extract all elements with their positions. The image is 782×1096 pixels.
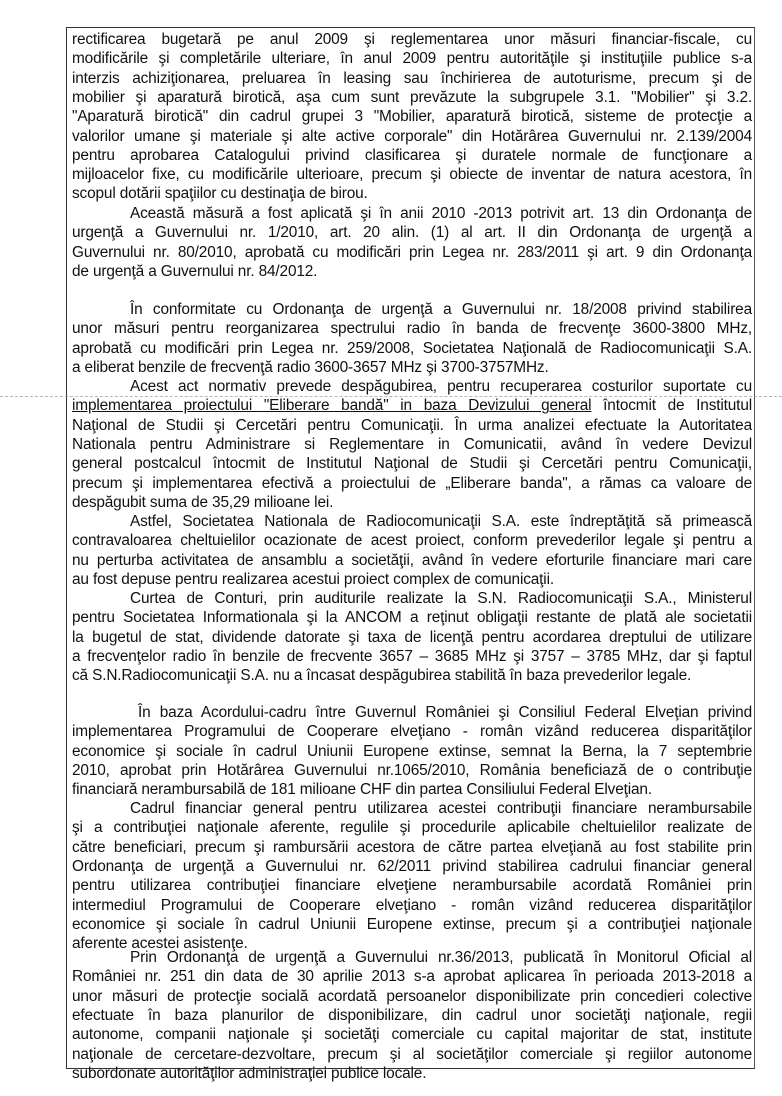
text-line: către beneficiari, precum şi rambursării acestora de către partea elveţiană au fost stabilite prin <box>72 838 752 856</box>
text-line: unor măsuri de protecţie socială acordată persoanelor disponibilizate prin concedieri colective <box>72 987 752 1005</box>
text-line: nu perturba activitatea de ansamblu a societăţii, având în vedere eforturile financiare mari care <box>72 551 752 569</box>
text-line: unor măsuri pentru reorganizarea spectrului radio în banda de frecvenţe 3600-3800 MHz, <box>72 320 752 338</box>
text-line: Astfel, Societatea Nationala de Radiocomunicaţii S.A. este îndreptăţită să primească <box>130 513 752 530</box>
text-line: au fost depuse pentru realizarea acestui proiect complex de comunicaţii. <box>72 570 554 588</box>
text-line: mobilier şi aparatură birotică, aşa cum sunt prevăzute la subgrupele 3.1. "Mobilier" şi 3.2. <box>72 88 752 106</box>
text-line: de urgenţă a Guvernului nr. 84/2012. <box>72 262 318 280</box>
text-line: rectificarea bugetară pe anul 2009 şi reglementarea unor măsuri financiar-fiscale, cu <box>72 31 752 48</box>
text-line: României nr. 251 din data de 30 aprilie 2013 s-a aprobat aplicarea în perioada 2013-2018 a <box>72 968 752 986</box>
text-line: urgenţă a Guvernului nr. 1/2010, art. 20 alin. (1) al art. II din Ordonanţa de urgenţă a <box>72 224 752 242</box>
text-line: aferente acestei asistenţe. <box>72 935 248 953</box>
text-line: Prin Ordonanţa de urgenţă a Guvernului nr.36/2013, publicată în Monitorul Oficial al <box>130 949 752 966</box>
text-line: implementarea proiectului "Eliberare bandă" in baza Devizului general întocmit de Institutul <box>72 397 752 415</box>
text-line: Nationala pentru Administrare si Reglementare in Comunicatii, având în vedere Devizul <box>72 435 752 453</box>
text-line: modificările şi completările ulteriare, în anul 2009 pentru autorităţile şi instituţiile publice s-a <box>72 50 752 68</box>
text-line: Acest act normativ prevede despăgubirea, pentru recuperarea costurilor suportate cu <box>130 378 752 395</box>
text-line: economice şi sociale în cadrul Uniunii Europene extinse, semnat la Berna, la 7 septembrie <box>72 742 752 760</box>
text-line: şi a contribuţiei naţionale aferente, regulile şi procedurile aplicabile cheltuielilor realizate de <box>72 819 752 837</box>
text-line: economice şi sociale în cadrul Uniunii Europene extinse, precum şi a contribuţiei naţionale <box>72 915 752 933</box>
text-line: În baza Acordului-cadru între Guvernul României şi Consiliul Federal Elveţian privind <box>138 704 752 721</box>
text-line: scopul dotării spaţiilor cu destinaţia de birou. <box>72 185 368 203</box>
text-line: precum şi implementarea efectivă a proiectului de „Eliberare banda", a rămas ca valoare de <box>72 474 752 492</box>
text-line: contravaloarea cheltuielilor ocazionate de acest proiect, conform prevederilor legale şi pentru a <box>72 532 752 550</box>
text-line: pentru Societatea Informationala şi la ANCOM a reţinut obligaţii restante de plată ale societatii <box>72 609 752 627</box>
text-line: intermediul Programului de Cooperare elveţiano - român vizând reducerea disparităţilor <box>72 896 752 914</box>
text-line: pentru aprobarea Catalogului privind clasificarea şi duratele normale de funcţionare a <box>72 146 752 164</box>
text-line: despăgubit suma de 35,29 milioane lei. <box>72 493 334 511</box>
text-line: "Aparatură birotică" din cadrul grupei 3 "Mobilier, aparatură birotică, sisteme de protecţie a <box>72 108 752 126</box>
text-line: pentru utilizarea contribuţiei financiare elveţiene nerambursabile acordată României prin <box>72 877 752 895</box>
text-line: Curtea de Conturi, prin auditurile realizate la S.N. Radiocomunicaţii S.A., Ministerul <box>130 590 752 607</box>
text-line: valorilor umane şi materiale şi alte active corporale" din Hotărârea Guvernului nr. 2.139/2004 <box>72 127 752 145</box>
text-line: implementarea Programului de Cooperare elveţiano - român vizând reducerea disparităţilor <box>72 723 752 741</box>
text-line: naţionale de cercetare-dezvoltare, precum şi al societăţilor comerciale şi regiilor autonome <box>72 1045 752 1063</box>
text-line: autonome, companii naţionale şi societăţi comerciale cu capital majoritar de stat, institute <box>72 1026 752 1044</box>
text-line: 2010, aprobat prin Hotărârea Guvernului nr.1065/2010, România beneficiază de o contribuţie <box>72 761 752 779</box>
text-line: a eliberat benzile de frecvenţă radio 3600-3657 MHz şi 3700-3757MHz. <box>72 358 549 376</box>
underlined-text: implementarea proiectului "Eliberare bandă" in baza Devizului general <box>72 397 592 415</box>
text-line: general postcalcul întocmit de Institutul Naţional de Studii şi Cercetări pentru Comunicaţii, <box>72 455 752 473</box>
text-line: mijloacelor fixe, cu modificările ulterioare, precum şi obiecte de inventar de natura acestora, în <box>72 166 752 184</box>
text-line: subordonate autorităţilor administraţiei publice locale. <box>72 1064 427 1082</box>
text-line: la bugetul de stat, dividende datorate şi taxa de licenţă pentru acordarea dreptului de utilizare <box>72 628 752 646</box>
text-line: Această măsură a fost aplicată şi în anii 2010 -2013 potrivit art. 13 din Ordonanţa de <box>130 205 752 222</box>
text-line: În conformitate cu Ordonanţa de urgenţă a Guvernului nr. 18/2008 privind stabilirea <box>130 301 752 318</box>
text-line: aprobată cu modificări prin Legea nr. 259/2008, Societatea Naţională de Radiocomunicaţii S.A. <box>72 339 752 357</box>
text-line: efectuate în baza planurilor de disponibilizare, din cadrul unor societăţi naţionale, regii <box>72 1006 752 1024</box>
text-line: Ordonanţa de urgenţă a Guvernului nr. 62/2011 privind stabilirea cadrului financiar general <box>72 857 752 875</box>
text-line: interzis achiziţionarea, preluarea în leasing sau închirierea de autoturisme, precum şi de <box>72 69 752 87</box>
text-line: a frecvenţelor radio în benzile de frecvente 3657 – 3685 MHz şi 3757 – 3785 MHz, dar şi faptul <box>72 647 752 665</box>
text-line: Naţional de Studii şi Cercetări pentru Comunicaţii. În urma analizei efectuate la Autoritatea <box>72 416 752 434</box>
text-line: Guvernului nr. 80/2010, aprobată cu modificări prin Legea nr. 283/2011 şi art. 9 din Ordonanţa <box>72 243 752 261</box>
text-line: financiară nerambursabilă de 181 milioane CHF din partea Consiliului Federal Elveţian. <box>72 781 652 799</box>
text-line: Cadrul financiar general pentru utilizarea acestei contribuţii financiare nerambursabile <box>130 800 752 817</box>
text-line: că S.N.Radiocomunicaţii S.A. nu a încasat despăgubirea stabilită în baza prevederilor legale. <box>72 667 692 685</box>
